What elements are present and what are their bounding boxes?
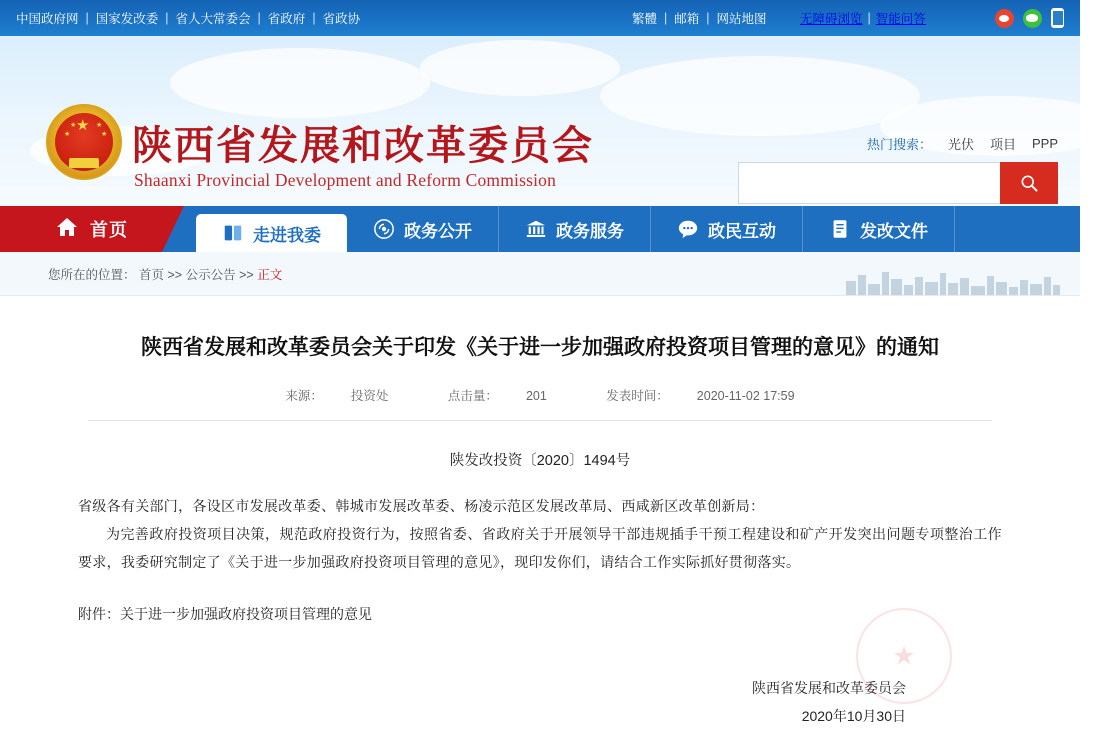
site-banner <box>0 36 1080 206</box>
cloud-decoration <box>600 56 920 136</box>
article-paragraph-body: 为完善政府投资项目决策，规范政府投资行为，按照省委、省政府关于开展领导干部违规插手干预工程建设和矿产开发突出问题专项整治工作要求，我委研究制定了《关于进一步加强政府投资项目管理的意见》，现印发你们，请结合工作实际抓好贯彻落实。 <box>78 525 1002 570</box>
search-input[interactable] <box>738 162 1000 204</box>
hot-search-keyword-2[interactable]: 项目 <box>989 137 1016 152</box>
top-link-ndrc[interactable]: 国家发改委 <box>95 12 159 26</box>
document-number: 陕发改投资〔2020〕1494号 <box>449 452 631 469</box>
link-separator: | <box>664 11 668 25</box>
article-hits: 点击量： 201 <box>447 388 547 403</box>
link-separator: | <box>867 11 871 25</box>
top-link-provincial-gov[interactable]: 省政府 <box>267 12 306 26</box>
article-signature <box>78 624 1002 730</box>
wechat-icon[interactable] <box>1023 9 1042 28</box>
breadcrumb <box>48 265 282 283</box>
main-navigation <box>0 206 1080 252</box>
article-title: 陕西省发展和改革委员会关于印发《关于进一步加强政府投资项目管理的意见》的通知 <box>141 335 939 359</box>
breadcrumb-prefix: 您所在的位置： <box>48 268 136 282</box>
bank-icon <box>525 218 547 240</box>
nav-item-ndrc-documents[interactable] <box>803 206 955 252</box>
mobile-icon[interactable] <box>1051 8 1064 28</box>
top-link-gov-cn[interactable]: 中国政府网 <box>16 12 79 26</box>
breadcrumb-item-announcements[interactable]: 公示公告 <box>185 268 236 282</box>
site-title-chinese: 陕西省发展和改革委员会 <box>132 123 594 169</box>
article-attachment: 附件：关于进一步加强政府投资项目管理的意见 <box>78 605 372 622</box>
search-box <box>738 162 1058 204</box>
top-link-accessible-browsing[interactable]: 无障碍浏览 <box>800 12 863 26</box>
top-link-traditional-chinese[interactable]: 繁體 <box>632 12 658 26</box>
national-emblem-icon: ★ ★ ★ ★ <box>46 104 122 180</box>
nav-item-label: 走进我委 <box>253 225 321 245</box>
search-icon <box>1019 173 1039 193</box>
top-links-left <box>14 9 362 27</box>
nav-item-government-services[interactable] <box>499 206 651 252</box>
breadcrumb-separator: >> <box>167 268 183 282</box>
top-link-mailbox[interactable]: 邮箱 <box>674 12 700 26</box>
top-link-cppcc[interactable]: 省政协 <box>322 12 361 26</box>
breadcrumb-bar <box>0 252 1080 296</box>
nav-item-home[interactable] <box>46 206 162 252</box>
weibo-icon[interactable] <box>995 9 1014 28</box>
nav-item-label: 政务公开 <box>404 221 472 241</box>
link-separator: | <box>706 11 710 25</box>
article-meta <box>78 364 1002 420</box>
top-link-sitemap[interactable]: 网站地图 <box>716 12 767 26</box>
top-links-middle <box>630 0 769 36</box>
site-title-english: Shaanxi Provincial Development and Reform Commission <box>134 170 557 190</box>
nav-item-about[interactable] <box>196 214 347 252</box>
home-icon <box>54 215 80 244</box>
article-source: 来源： 投资处 <box>285 388 389 403</box>
cloud-decoration <box>170 48 430 118</box>
link-separator: | <box>312 11 316 25</box>
top-links-accessibility <box>800 0 926 36</box>
nav-left-accent <box>0 206 46 252</box>
article-container <box>0 296 1080 730</box>
hot-search-keyword-1[interactable]: 光伏 <box>947 137 974 152</box>
top-utility-bar <box>0 0 1080 36</box>
nav-item-label: 发改文件 <box>860 221 928 241</box>
signature-organization: 陕西省发展和改革委员会 <box>752 679 906 696</box>
chat-icon <box>677 218 699 240</box>
article-paragraph-salutation: 省级各有关部门，各设区市发展改革委、韩城市发展改革委、杨凌示范区发展改革局、西咸新区改革创新局： <box>78 497 765 514</box>
hot-search-keyword-3[interactable]: PPP <box>1031 136 1058 151</box>
breadcrumb-item-home[interactable]: 首页 <box>139 268 165 282</box>
social-icons <box>995 0 1064 36</box>
signature-date: 2020年10月30日 <box>801 707 906 724</box>
article-publish-time: 发表时间： 2020-11-02 17:59 <box>606 388 795 403</box>
nav-item-government-disclosure[interactable] <box>347 206 499 252</box>
breadcrumb-separator: >> <box>239 268 254 282</box>
nav-item-public-interaction[interactable] <box>651 206 803 252</box>
top-link-npc[interactable]: 省人大常委会 <box>175 12 251 26</box>
hot-search-label: 热门搜索： <box>866 137 932 152</box>
search-button[interactable] <box>1000 162 1058 204</box>
nav-home-label: 首页 <box>90 220 128 240</box>
document-icon <box>829 218 851 240</box>
link-separator: | <box>85 11 89 25</box>
link-separator: | <box>165 11 169 25</box>
cloud-decoration <box>420 40 620 96</box>
link-separator: | <box>257 11 261 25</box>
breadcrumb-item-current: 正文 <box>257 268 283 282</box>
nav-item-list <box>196 206 955 252</box>
nav-item-label: 政务服务 <box>556 221 624 241</box>
broadcast-icon <box>373 218 395 240</box>
book-icon <box>222 222 244 244</box>
hot-search <box>867 134 1058 153</box>
nav-item-label: 政民互动 <box>708 221 776 241</box>
top-link-smart-qa[interactable]: 智能问答 <box>875 12 926 26</box>
skyline-decoration <box>842 267 1062 295</box>
